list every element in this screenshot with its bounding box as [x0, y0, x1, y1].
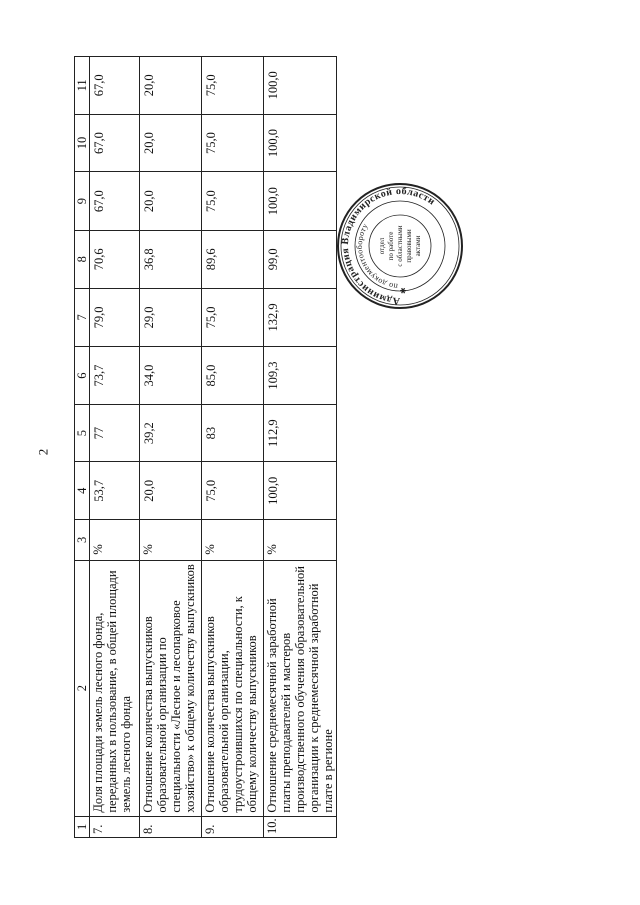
official-stamp — [336, 182, 464, 310]
value-cell: 85,0 — [202, 347, 264, 405]
column-header: 1 — [75, 816, 90, 837]
value-cell: 53,7 — [90, 462, 140, 520]
indicator-name: Доля площади земель лесного фонда, переданных в пользование, в общей площади земель лесного фонда — [90, 560, 140, 816]
page-number: 2 — [35, 448, 51, 456]
unit-cell: % — [264, 520, 337, 561]
value-cell: 132,9 — [264, 288, 337, 347]
value-cell: 89,6 — [202, 230, 264, 288]
unit-cell: % — [90, 520, 140, 561]
value-cell: 75,0 — [202, 114, 264, 172]
column-header: 6 — [75, 347, 90, 405]
indicator-name: Отношение количества выпускников образовательной организации по специальности «Лесное и лесопарковое хозяйство» к общему количеству выпускников — [140, 560, 202, 816]
stamp-center-line: актами — [414, 235, 422, 257]
column-header: 11 — [75, 57, 90, 115]
unit-cell: % — [140, 520, 202, 561]
table-row — [90, 57, 140, 838]
column-header: 2 — [75, 560, 90, 816]
row-number: 7. — [90, 816, 140, 837]
value-cell: 39,2 — [140, 404, 202, 462]
value-cell: 75,0 — [202, 57, 264, 115]
indicator-name: Отношение среднемесячной заработной платы преподавателей и мастеров производственного обучения образовательной организации к среднемесячной заработной плате в регионе — [264, 560, 337, 816]
value-cell: 75,0 — [202, 172, 264, 231]
value-cell: 100,0 — [264, 57, 337, 115]
stamp-center-line: отдел — [378, 237, 386, 255]
stamp-seal — [336, 182, 464, 310]
stamp-center-line: правовыми — [405, 229, 413, 263]
unit-cell: % — [202, 520, 264, 561]
table-row — [140, 57, 202, 838]
indicator-name: Отношение количества выпускников образовательной организации, трудоустроившихся по специальности, к общему количеству выпускников — [202, 560, 264, 816]
value-cell: 67,0 — [90, 172, 140, 231]
value-cell: 100,0 — [264, 462, 337, 520]
table-header-row — [75, 57, 90, 838]
value-cell: 112,9 — [264, 404, 337, 462]
column-header: 10 — [75, 114, 90, 172]
value-cell: 36,8 — [140, 230, 202, 288]
star-icon: ✱ — [399, 287, 408, 294]
value-cell: 29,0 — [140, 288, 202, 347]
value-cell: 75,0 — [202, 288, 264, 347]
row-number: 8. — [140, 816, 202, 837]
value-cell: 20,0 — [140, 462, 202, 520]
row-number: 9. — [202, 816, 264, 837]
column-header: 5 — [75, 404, 90, 462]
value-cell: 75,0 — [202, 462, 264, 520]
rotated-table-container — [74, 56, 335, 838]
value-cell: 79,0 — [90, 288, 140, 347]
table-row — [264, 57, 337, 838]
value-cell: 67,0 — [90, 57, 140, 115]
value-cell: 100,0 — [264, 172, 337, 231]
value-cell: 100,0 — [264, 114, 337, 172]
stamp-center-line: с областными — [396, 225, 404, 267]
value-cell: 20,0 — [140, 172, 202, 231]
column-header: 4 — [75, 462, 90, 520]
column-header: 7 — [75, 288, 90, 347]
value-cell: 77 — [90, 404, 140, 462]
stamp-outer-text: Администрация Владимирской области — [339, 185, 438, 307]
value-cell: 83 — [202, 404, 264, 462]
value-cell: 73,7 — [90, 347, 140, 405]
column-header: 3 — [75, 520, 90, 561]
row-number: 10. — [264, 816, 337, 837]
value-cell: 99,0 — [264, 230, 337, 288]
table-row — [202, 57, 264, 838]
value-cell: 20,0 — [140, 57, 202, 115]
value-cell: 70,6 — [90, 230, 140, 288]
stamp-center-line: по работе — [387, 231, 395, 261]
value-cell: 67,0 — [90, 114, 140, 172]
value-cell: 20,0 — [140, 114, 202, 172]
indicator-table — [74, 56, 337, 838]
column-header: 8 — [75, 230, 90, 288]
stamp-ring-text: по документообороту — [354, 221, 399, 291]
value-cell: 109,3 — [264, 347, 337, 405]
table-body — [75, 57, 337, 838]
column-header: 9 — [75, 172, 90, 231]
value-cell: 34,0 — [140, 347, 202, 405]
